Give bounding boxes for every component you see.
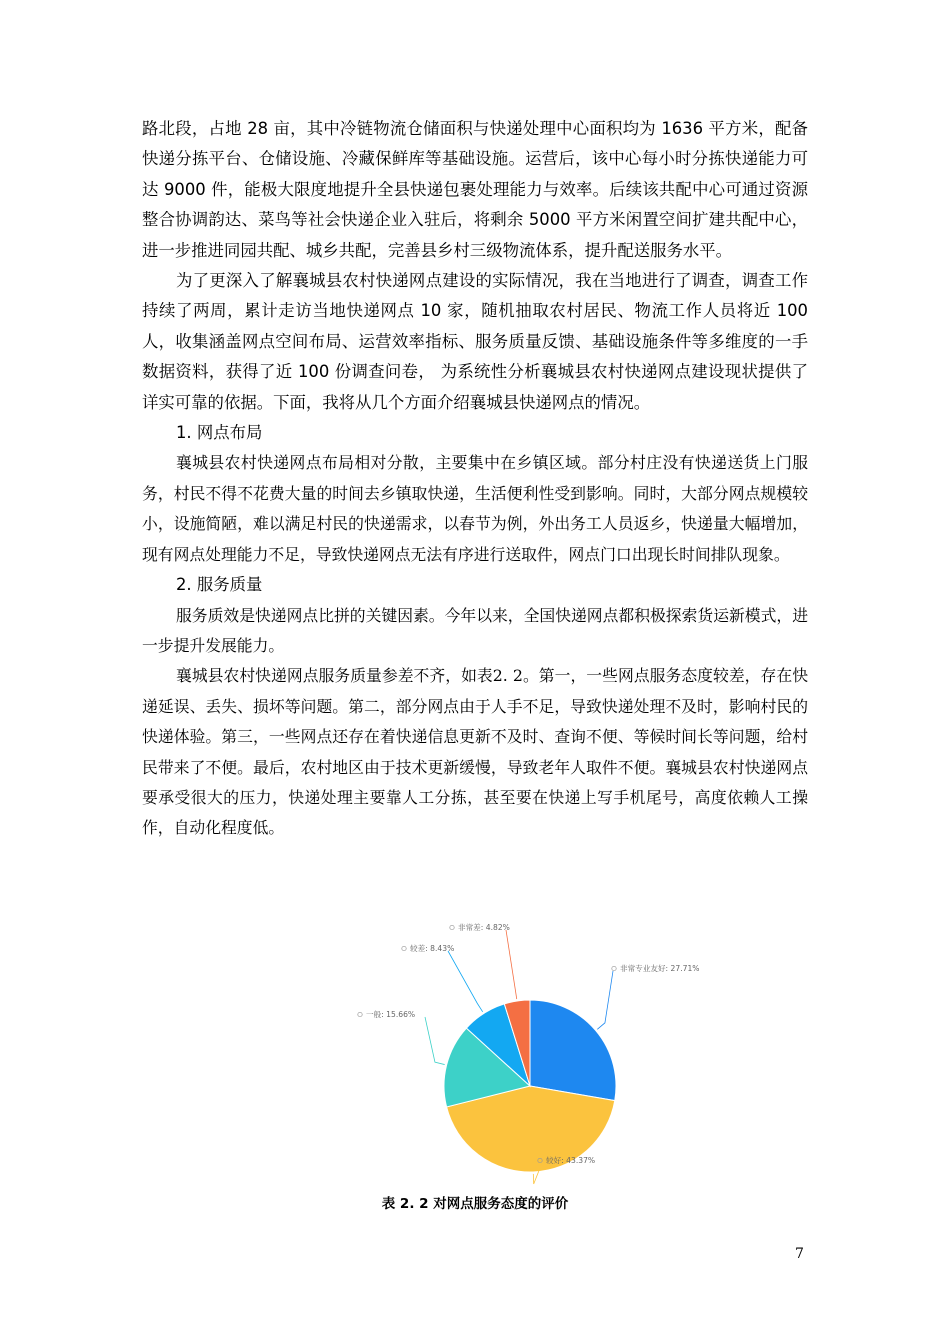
body-text	[142, 114, 808, 844]
leader-line	[425, 1017, 445, 1065]
section-heading-service: 2. 服务质量	[176, 575, 263, 595]
slice-label: 非常专业友好: 27.71%	[620, 964, 700, 973]
pie-chart-svg	[330, 918, 700, 1180]
legend-marker	[450, 925, 454, 929]
paragraph-2: 为了更深入了解襄城县农村快递网点建设的实际情况，我在当地进行了调查，调查工作持续了两周，累计走访当地快递网点 10 家，随机抽取农村居民、物流工作人员将近 100 人，收集涵盖网点空间布局、运营效率指标、服务质量反馈、基础设施条件等多维度的一手数据资料，获得了近 100 份调查问卷， 为系统性分析襄城县农村快递网点建设现状提供了详实可靠的依据。下面，我将从几个方面介绍襄城县快递网点的情况。	[142, 271, 808, 412]
slice-label: 非常差: 4.82%	[458, 923, 510, 932]
paragraph-1: 路北段，占地 28 亩，其中冷链物流仓储面积与快递处理中心面积均为 1636 平方米，配备快递分拣平台、仓储设施、冷藏保鲜库等基础设施。运营后，该中心每小时分拣快递能力可达 9000 件，能极大限度地提升全县快递包裹处理能力与效率。后续该共配中心可通过资源整合协调韵达、菜鸟等社会快递企业入驻后，将剩余 5000 平方米闲置空间扩建共配中心，进一步推进同园共配、城乡共配，完善县乡村三级物流体系，提升配送服务水平。	[142, 119, 808, 260]
legend-marker	[358, 1012, 362, 1016]
paragraph-4: 服务质效是快递网点比拼的关键因素。今年以来，全国快递网点都积极探索货运新模式，进一步提升发展能力。	[142, 605, 808, 655]
legend-marker	[402, 946, 406, 950]
page-number: 7	[795, 1246, 804, 1262]
pie-slice	[530, 1000, 616, 1101]
paragraph-5: 襄城县农村快递网点服务质量参差不齐，如表2. 2。第一，一些网点服务态度较差，存在快递延误、丢失、损坏等问题。第二，部分网点由于人手不足，导致快递处理不及时，影响村民的快递体验。第三，一些网点还存在着快递信息更新不及时、查询不便、等候时间长等问题，给村民带来了不便。最后，农村地区由于技术更新缓慢，导致老年人取件不便。襄城县农村快递网点要承受很大的压力，快递处理主要靠人工分拣，甚至要在快递上写手机尾号，高度依赖人工操作，自动化程度低。	[142, 666, 808, 838]
section-heading-layout: 1. 网点布局	[176, 423, 263, 443]
leader-line	[448, 951, 483, 1012]
legend-marker	[612, 966, 616, 970]
pie-chart	[330, 918, 700, 1180]
figure-caption: 表 2. 2 对网点服务态度的评价	[381, 1196, 569, 1212]
paragraph-3: 襄城县农村快递网点布局相对分散，主要集中在乡镇区域。部分村庄没有快递送货上门服务，村民不得不花费大量的时间去乡镇取快递，生活便利性受到影响。同时，大部分网点规模较小，设施简陋，难以满足村民的快递需求，以春节为例，外出务工人员返乡，快递量大幅增加，现有网点处理能力不足，导致快递网点无法有序进行送取件，网点门口出现长时间排队现象。	[142, 453, 808, 564]
leader-line	[506, 930, 517, 999]
slice-label: 较差: 8.43%	[410, 944, 455, 953]
slice-label: 较好: 43.37%	[546, 1156, 596, 1165]
slice-label: 一般: 15.66%	[366, 1010, 416, 1019]
leader-line	[597, 971, 613, 1029]
